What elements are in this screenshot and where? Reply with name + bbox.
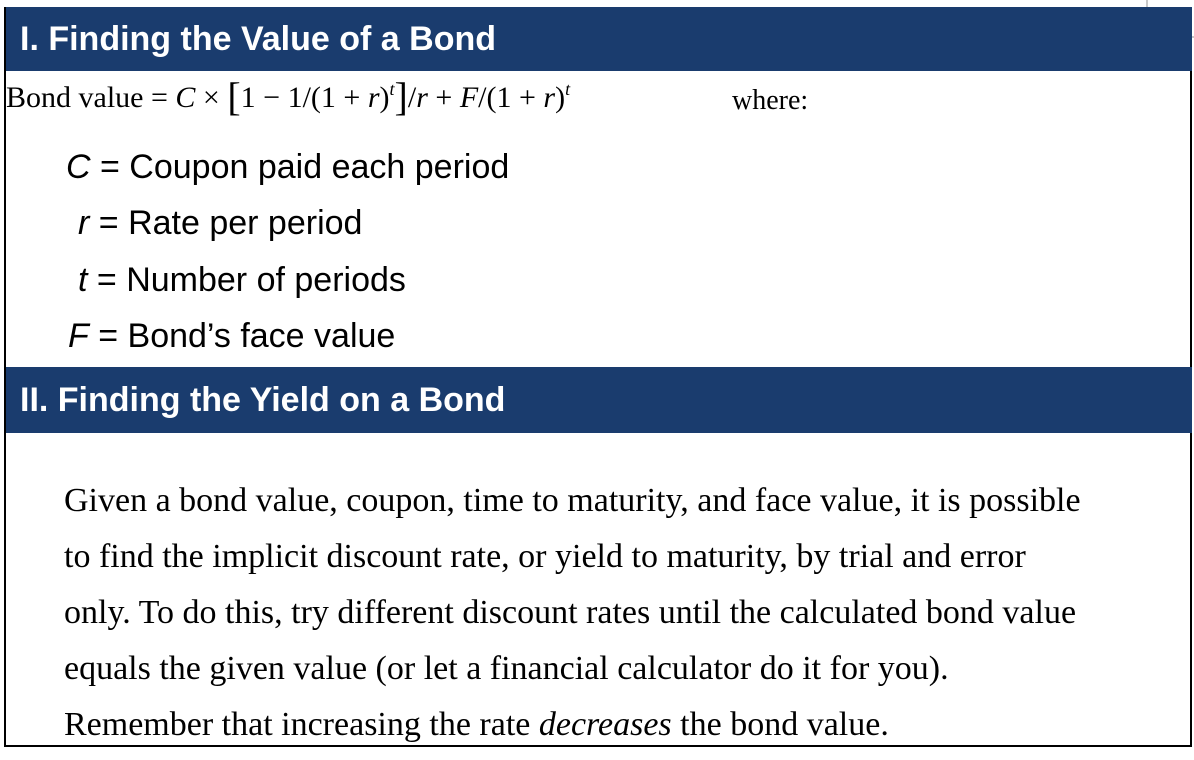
formula-lead: Bond value = (6, 81, 176, 114)
definition-symbol: C (66, 148, 91, 186)
definition-text: = Rate per period (89, 204, 363, 242)
formula-times: × (195, 81, 228, 114)
definition-coupon (66, 148, 509, 187)
paragraph-text: Remember that increasing the rate (64, 706, 539, 743)
formula-symbol-r: r (416, 81, 428, 114)
formula-part: ) (379, 81, 390, 114)
paragraph-line: Given a bond value, coupon, time to maturity, and face value, it is possible (64, 482, 1081, 519)
definition-symbol: F (68, 317, 89, 355)
section-title: II. Finding the Yield on a Bond (20, 380, 506, 419)
formula-symbol-c: C (175, 81, 196, 114)
formula-symbol-r: r (543, 81, 556, 114)
definition-symbol: r (78, 204, 90, 242)
where-label: where: (732, 85, 809, 116)
paragraph-line: only. To do this, try different discount rates until the calculated bond value (64, 594, 1077, 631)
formula-part: /(1 + (478, 81, 544, 114)
paragraph-line: to find the implicit discount rate, or yield to maturity, by trial and error (64, 538, 1026, 575)
paragraph-line (64, 697, 1184, 753)
bond-summary-box (4, 7, 1192, 747)
paragraph-line: equals the given value (or let a financial calculator do it for you). (64, 650, 949, 687)
section-header-bond-yield (6, 367, 1192, 433)
definition-face-value (68, 317, 395, 356)
formula-exponent-t: t (389, 79, 395, 99)
definition-text: = Bond’s face value (88, 317, 396, 355)
definition-symbol: t (78, 261, 88, 299)
formula-part: ) (555, 81, 566, 114)
formula-part: 1 − 1/(1 + (240, 81, 368, 114)
formula-part: + (427, 81, 460, 114)
formula-exponent-t: t (565, 79, 571, 99)
formula-symbol-r: r (367, 81, 380, 114)
yield-explanation-paragraph (64, 473, 1184, 753)
definition-rate (78, 204, 362, 243)
emphasis-text: decreases (538, 706, 672, 743)
section-header-bond-value (6, 7, 1192, 71)
bond-value-formula (6, 74, 571, 119)
formula-right-bracket: ] (394, 74, 408, 119)
formula-left-bracket: [ (227, 74, 241, 119)
section-title: I. Finding the Value of a Bond (20, 19, 496, 58)
formula-symbol-f: F (459, 81, 479, 114)
formula-part: / (407, 81, 417, 114)
definition-text: = Number of periods (87, 261, 406, 299)
definition-text: = Coupon paid each period (90, 148, 510, 186)
definition-periods (78, 261, 406, 300)
paragraph-text: the bond value. (671, 706, 889, 743)
